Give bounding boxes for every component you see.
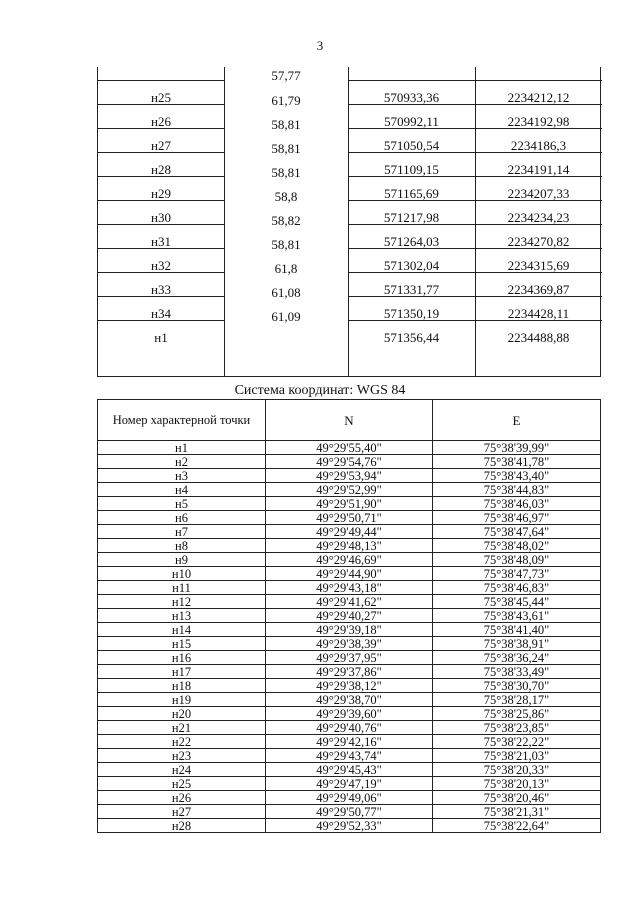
latitude-cell: 49°29'40,27" bbox=[266, 609, 433, 623]
latitude-cell: 49°29'44,90" bbox=[266, 567, 433, 581]
longitude-cell: 75°38'46,03" bbox=[433, 497, 601, 511]
header-n: N bbox=[266, 400, 433, 441]
table-row bbox=[98, 129, 600, 156]
segment-distance: 58,81 bbox=[271, 165, 301, 180]
x-coordinate-cell: 571350,19 bbox=[383, 306, 440, 321]
longitude-cell: 75°38'41,40" bbox=[433, 623, 601, 637]
table-row bbox=[98, 297, 600, 324]
table-row bbox=[98, 81, 600, 108]
point-number-cell: н6 bbox=[98, 511, 266, 525]
longitude-cell: 75°38'47,64" bbox=[433, 525, 601, 539]
latitude-cell: 49°29'51,90" bbox=[266, 497, 433, 511]
longitude-cell: 75°38'20,46" bbox=[433, 791, 601, 805]
latitude-cell: 49°29'37,86" bbox=[266, 665, 433, 679]
longitude-cell: 75°38'39,99" bbox=[433, 441, 601, 455]
latitude-cell: 49°29'42,16" bbox=[266, 735, 433, 749]
point-number-cell: н27 bbox=[98, 805, 266, 819]
y-coordinate-cell: 2234270,82 bbox=[507, 234, 570, 249]
y-coordinate-cell: 2234191,14 bbox=[507, 162, 570, 177]
longitude-cell: 75°38'20,33" bbox=[433, 763, 601, 777]
point-number-cell: н2 bbox=[98, 455, 266, 469]
segment-distance: 58,81 bbox=[271, 117, 301, 132]
table-row bbox=[98, 539, 601, 553]
longitude-cell: 75°38'33,49" bbox=[433, 665, 601, 679]
header-e: E bbox=[433, 400, 601, 441]
longitude-cell: 75°38'48,09" bbox=[433, 553, 601, 567]
point-number-cell: н23 bbox=[98, 749, 266, 763]
longitude-cell: 75°38'21,03" bbox=[433, 749, 601, 763]
point-number-cell: н1 bbox=[154, 330, 168, 345]
point-number-cell: н12 bbox=[98, 595, 266, 609]
table-row bbox=[98, 511, 601, 525]
coordinates-table-local bbox=[97, 67, 601, 377]
table-row bbox=[98, 497, 601, 511]
latitude-cell: 49°29'47,19" bbox=[266, 777, 433, 791]
point-number-cell: н15 bbox=[98, 637, 266, 651]
x-coordinate-cell: 571217,98 bbox=[383, 210, 440, 225]
table-header-row bbox=[98, 400, 601, 441]
longitude-cell: 75°38'46,83" bbox=[433, 581, 601, 595]
latitude-cell: 49°29'39,60" bbox=[266, 707, 433, 721]
longitude-cell: 75°38'23,85" bbox=[433, 721, 601, 735]
point-number-cell: н14 bbox=[98, 623, 266, 637]
table-row bbox=[98, 595, 601, 609]
longitude-cell: 75°38'44,83" bbox=[433, 483, 601, 497]
table-row bbox=[98, 153, 600, 180]
latitude-cell: 49°29'45,43" bbox=[266, 763, 433, 777]
longitude-cell: 75°38'22,64" bbox=[433, 819, 601, 833]
latitude-cell: 49°29'38,70" bbox=[266, 693, 433, 707]
table-row bbox=[98, 249, 600, 276]
segment-distance: 61,09 bbox=[271, 309, 301, 324]
table-row bbox=[98, 609, 601, 623]
latitude-cell: 49°29'52,99" bbox=[266, 483, 433, 497]
y-coordinate-cell: 2234315,69 bbox=[507, 258, 570, 273]
point-number-cell: н25 bbox=[98, 777, 266, 791]
table-row bbox=[98, 321, 600, 345]
x-coordinate-cell: 570933,36 bbox=[383, 90, 440, 105]
longitude-cell: 75°38'47,73" bbox=[433, 567, 601, 581]
table-row bbox=[98, 67, 600, 81]
table-row bbox=[98, 679, 601, 693]
latitude-cell: 49°29'40,76" bbox=[266, 721, 433, 735]
point-number-cell: н7 bbox=[98, 525, 266, 539]
x-coordinate-cell: 571331,77 bbox=[383, 282, 440, 297]
point-number-cell: н26 bbox=[151, 114, 171, 129]
point-number-cell: н26 bbox=[98, 791, 266, 805]
x-coordinate-cell: 571302,04 bbox=[383, 258, 440, 273]
y-coordinate-cell: 2234186,3 bbox=[510, 138, 567, 153]
latitude-cell: 49°29'39,18" bbox=[266, 623, 433, 637]
longitude-cell: 75°38'20,13" bbox=[433, 777, 601, 791]
point-number-cell: н24 bbox=[98, 763, 266, 777]
point-number-cell: н8 bbox=[98, 539, 266, 553]
latitude-cell: 49°29'43,18" bbox=[266, 581, 433, 595]
point-number-cell: н11 bbox=[98, 581, 266, 595]
latitude-cell: 49°29'49,06" bbox=[266, 791, 433, 805]
table-row bbox=[98, 581, 601, 595]
point-number-cell: н32 bbox=[151, 258, 171, 273]
latitude-cell: 49°29'53,94" bbox=[266, 469, 433, 483]
point-number-cell: н18 bbox=[98, 679, 266, 693]
table-row bbox=[98, 455, 601, 469]
point-number-cell: н25 bbox=[151, 90, 171, 105]
point-number-cell: н5 bbox=[98, 497, 266, 511]
point-number-cell: н22 bbox=[98, 735, 266, 749]
longitude-cell: 75°38'25,86" bbox=[433, 707, 601, 721]
y-coordinate-cell: 2234369,87 bbox=[507, 282, 570, 297]
segment-distance: 58,81 bbox=[271, 237, 301, 252]
y-coordinate-cell: 2234428,11 bbox=[507, 306, 570, 321]
y-coordinate-cell: 2234207,33 bbox=[507, 186, 570, 201]
table-row bbox=[98, 693, 601, 707]
x-coordinate-cell: 571165,69 bbox=[384, 186, 439, 201]
point-number-cell: н21 bbox=[98, 721, 266, 735]
segment-distance: 61,8 bbox=[274, 261, 298, 276]
x-coordinate-cell: 571356,44 bbox=[383, 330, 440, 345]
point-number-cell: н29 bbox=[151, 186, 171, 201]
point-number-cell: н17 bbox=[98, 665, 266, 679]
segment-distance: 58,82 bbox=[271, 213, 301, 228]
longitude-cell: 75°38'43,61" bbox=[433, 609, 601, 623]
y-coordinate-cell: 2234488,88 bbox=[507, 330, 570, 345]
table-row bbox=[98, 273, 600, 300]
table-row bbox=[98, 201, 600, 228]
table-row bbox=[98, 651, 601, 665]
longitude-cell: 75°38'38,91" bbox=[433, 637, 601, 651]
segment-distance: 58,81 bbox=[271, 141, 301, 156]
latitude-cell: 49°29'46,69" bbox=[266, 553, 433, 567]
latitude-cell: 49°29'43,74" bbox=[266, 749, 433, 763]
table-row bbox=[98, 225, 600, 252]
point-number-cell: н4 bbox=[98, 483, 266, 497]
x-coordinate-cell: 571109,15 bbox=[384, 162, 439, 177]
table-row bbox=[98, 735, 601, 749]
segment-distance: 61,79 bbox=[271, 93, 301, 108]
point-number-cell: н31 bbox=[151, 234, 171, 249]
longitude-cell: 75°38'36,24" bbox=[433, 651, 601, 665]
segment-distance: 57,77 bbox=[271, 68, 301, 83]
segment-distance: 58,8 bbox=[274, 189, 298, 204]
table-row bbox=[98, 637, 601, 651]
x-coordinate-cell: 571050,54 bbox=[383, 138, 440, 153]
latitude-cell: 49°29'52,33" bbox=[266, 819, 433, 833]
point-number-cell: н30 bbox=[151, 210, 171, 225]
longitude-cell: 75°38'22,22" bbox=[433, 735, 601, 749]
table-row bbox=[98, 805, 601, 819]
x-coordinate-cell: 571264,03 bbox=[383, 234, 440, 249]
longitude-cell: 75°38'48,02" bbox=[433, 539, 601, 553]
segment-distance: 61,08 bbox=[271, 285, 301, 300]
table-row bbox=[98, 777, 601, 791]
table-row bbox=[98, 567, 601, 581]
latitude-cell: 49°29'38,12" bbox=[266, 679, 433, 693]
longitude-cell: 75°38'41,78" bbox=[433, 455, 601, 469]
table-row bbox=[98, 763, 601, 777]
table-row bbox=[98, 623, 601, 637]
table-row bbox=[98, 177, 600, 204]
longitude-cell: 75°38'28,17" bbox=[433, 693, 601, 707]
latitude-cell: 49°29'41,62" bbox=[266, 595, 433, 609]
x-coordinate-cell: 570992,11 bbox=[384, 114, 439, 129]
point-number-cell: н34 bbox=[151, 306, 171, 321]
point-number-cell: н19 bbox=[98, 693, 266, 707]
y-coordinate-cell: 2234234,23 bbox=[507, 210, 570, 225]
coordinate-system-caption: Система координат: WGS 84 bbox=[234, 383, 406, 398]
point-number-cell: н27 bbox=[151, 138, 171, 153]
header-point-number: Номер характерной точки bbox=[98, 400, 266, 441]
point-number-cell: н33 bbox=[151, 282, 171, 297]
table-row bbox=[98, 441, 601, 455]
latitude-cell: 49°29'38,39" bbox=[266, 637, 433, 651]
table-row bbox=[98, 525, 601, 539]
table-row bbox=[98, 749, 601, 763]
longitude-cell: 75°38'30,70" bbox=[433, 679, 601, 693]
coordinates-table-wgs84 bbox=[97, 399, 601, 833]
longitude-cell: 75°38'21,31" bbox=[433, 805, 601, 819]
table-row bbox=[98, 791, 601, 805]
table-row bbox=[98, 553, 601, 567]
latitude-cell: 49°29'50,71" bbox=[266, 511, 433, 525]
point-number-cell: н9 bbox=[98, 553, 266, 567]
table-row bbox=[98, 469, 601, 483]
latitude-cell: 49°29'50,77" bbox=[266, 805, 433, 819]
latitude-cell: 49°29'48,13" bbox=[266, 539, 433, 553]
point-number-cell: н20 bbox=[98, 707, 266, 721]
table-row bbox=[98, 819, 601, 833]
latitude-cell: 49°29'54,76" bbox=[266, 455, 433, 469]
longitude-cell: 75°38'45,44" bbox=[433, 595, 601, 609]
point-number-cell: н1 bbox=[98, 441, 266, 455]
latitude-cell: 49°29'37,95" bbox=[266, 651, 433, 665]
latitude-cell: 49°29'49,44" bbox=[266, 525, 433, 539]
latitude-cell: 49°29'55,40" bbox=[266, 441, 433, 455]
point-number-cell: н10 bbox=[98, 567, 266, 581]
y-coordinate-cell: 2234192,98 bbox=[507, 114, 570, 129]
y-coordinate-cell: 2234212,12 bbox=[507, 90, 570, 105]
table-row bbox=[98, 721, 601, 735]
longitude-cell: 75°38'46,97" bbox=[433, 511, 601, 525]
table-row bbox=[98, 105, 600, 132]
table-row bbox=[98, 707, 601, 721]
point-number-cell: н28 bbox=[151, 162, 171, 177]
page-number: 3 bbox=[316, 38, 324, 53]
point-number-cell: н3 bbox=[98, 469, 266, 483]
point-number-cell: н16 bbox=[98, 651, 266, 665]
point-number-cell: н13 bbox=[98, 609, 266, 623]
point-number-cell: н28 bbox=[98, 819, 266, 833]
table-row bbox=[98, 483, 601, 497]
longitude-cell: 75°38'43,40" bbox=[433, 469, 601, 483]
table-row bbox=[98, 665, 601, 679]
